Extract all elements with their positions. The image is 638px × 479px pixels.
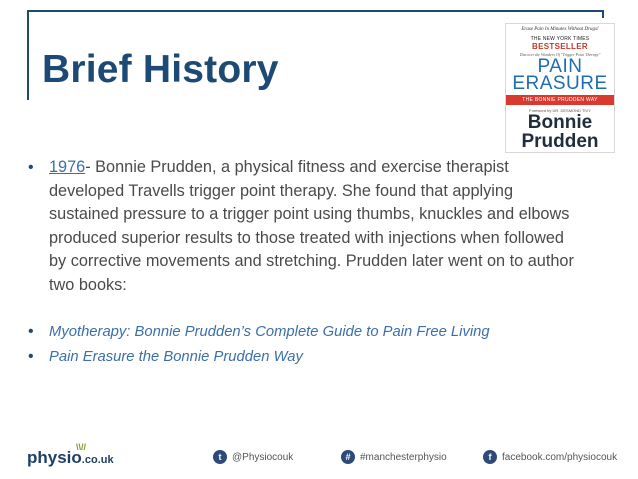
logo-accent-mark: \\// [76,442,87,452]
slide-title: Brief History [42,48,279,91]
facebook-url: facebook.com/physiocouk [502,451,618,463]
book-author-line2: Prudden [521,131,599,152]
hashtag-link[interactable] [341,449,447,465]
book-title-myotherapy: Myotherapy: Bonnie Prudden’s Complete Guide to Pain Free Living [49,324,490,340]
bullet-item-book-myotherapy [28,320,583,345]
bullet-text [49,158,574,294]
facebook-icon: f [483,450,497,464]
facebook-link[interactable] [483,449,617,465]
title-frame-top-rule [27,10,604,12]
book-cover-image [505,23,615,153]
book-tagline: Erase Pain In Minutes Without Drugs! [521,27,599,32]
title-frame-left-rule [27,10,29,100]
book-title-pain-erasure: Pain Erasure the Bonnie Prudden Way [49,348,303,365]
hashtag-text: #manchesterphysio [360,451,447,463]
title-frame-right-rule [602,10,604,18]
bullet-item-book-pain-erasure [28,345,583,370]
book-title-line1: PAIN [537,56,583,77]
bullet-marker: • [28,347,34,365]
book-author-line1: Bonnie [527,112,593,133]
hashtag-icon: # [341,450,355,464]
bullet-list [28,156,583,369]
logo-tld-text: .co.uk [81,454,114,466]
bullet-marker: • [28,159,34,176]
logo-main-text: physio [27,448,82,467]
twitter-icon: t [213,450,227,464]
twitter-link[interactable] [213,449,293,465]
book-nyt-label: THE NEW YORK TIMES [530,36,590,42]
book-subtitle-band: THE BONNIE PRUDDEN WAY [506,95,614,105]
book-bestseller-label: BESTSELLER [532,42,588,51]
bullet-item-history [28,156,583,297]
bullet-history-text: - Bonnie Prudden, a physical fitness and exercise therapist developed Travells trigger point therapy. She found that applying sustained pressure to a trigger point using thumbs, knuckles and elbows produced superior results to those treated with injections when followed by corrective movements and stretching. Prudden later went on to author two books: [49,158,574,294]
twitter-handle: @Physiocouk [232,451,294,463]
physio-logo[interactable] [27,442,114,468]
book-title-line2: ERASURE [512,73,608,94]
book-foreword: Foreword by DR. DESMOND TIVY [529,108,591,113]
book-subline: Discover the Wonders Of "Trigger Point Therapy" [519,52,601,57]
year-link[interactable]: 1976 [49,158,86,176]
bullet-marker: • [28,323,34,340]
footer-bar [0,440,638,470]
